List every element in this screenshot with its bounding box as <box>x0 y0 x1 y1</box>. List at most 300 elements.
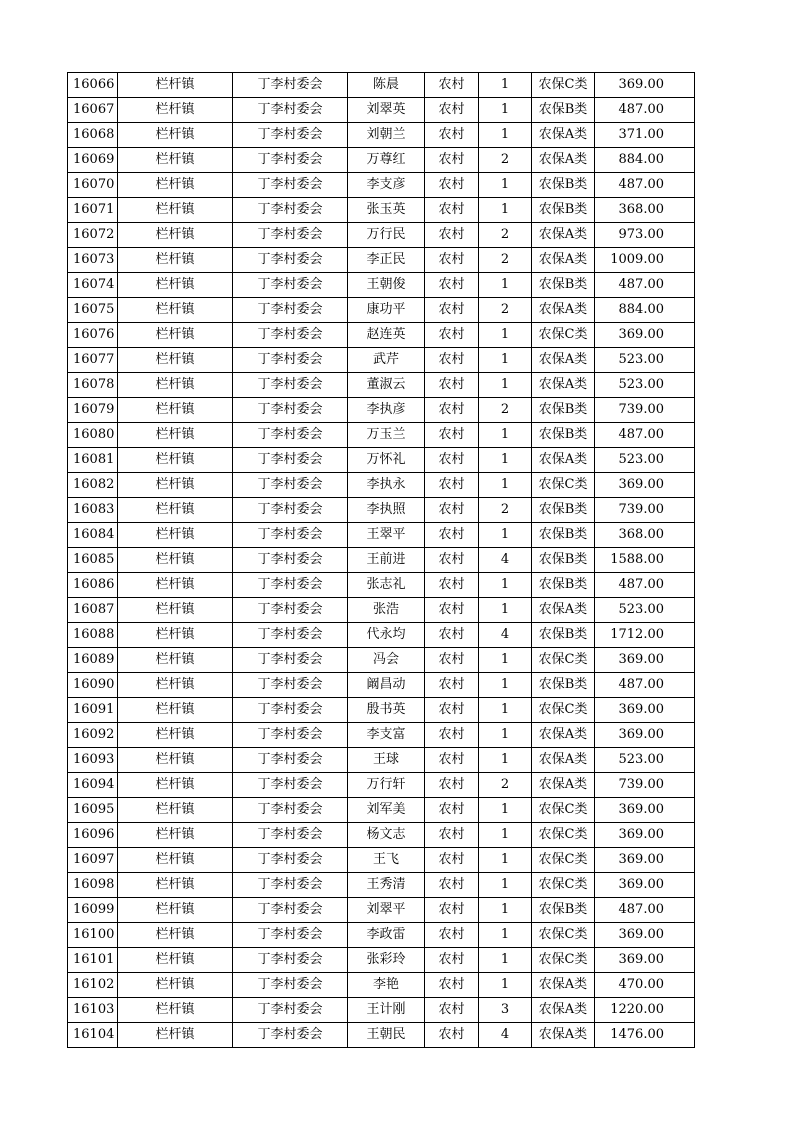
person-count-cell: 1 <box>479 373 532 398</box>
record-id-cell: 16080 <box>68 423 118 448</box>
town-cell: 栏杆镇 <box>118 423 233 448</box>
amount-cell: 523.00 <box>595 598 695 623</box>
committee-cell: 丁李村委会 <box>233 748 348 773</box>
category-cell: 农保B类 <box>532 548 595 573</box>
amount-cell: 371.00 <box>595 123 695 148</box>
name-cell: 冯会 <box>348 648 425 673</box>
committee-cell: 丁李村委会 <box>233 923 348 948</box>
table-row <box>68 723 695 748</box>
name-cell: 张玉英 <box>348 198 425 223</box>
category-cell: 农保B类 <box>532 573 595 598</box>
person-count-cell: 1 <box>479 473 532 498</box>
table-row <box>68 198 695 223</box>
town-cell: 栏杆镇 <box>118 548 233 573</box>
name-cell: 李执照 <box>348 498 425 523</box>
table-row <box>68 773 695 798</box>
record-id-cell: 16096 <box>68 823 118 848</box>
name-cell: 王计刚 <box>348 998 425 1023</box>
record-id-cell: 16086 <box>68 573 118 598</box>
name-cell: 刘翠平 <box>348 898 425 923</box>
table-row <box>68 98 695 123</box>
record-id-cell: 16070 <box>68 173 118 198</box>
name-cell: 李支彦 <box>348 173 425 198</box>
committee-cell: 丁李村委会 <box>233 348 348 373</box>
record-id-cell: 16079 <box>68 398 118 423</box>
town-cell: 栏杆镇 <box>118 723 233 748</box>
table-row <box>68 648 695 673</box>
household-type-cell: 农村 <box>425 223 479 248</box>
person-count-cell: 3 <box>479 998 532 1023</box>
record-id-cell: 16077 <box>68 348 118 373</box>
table-row <box>68 73 695 98</box>
table-row <box>68 348 695 373</box>
household-type-cell: 农村 <box>425 598 479 623</box>
household-type-cell: 农村 <box>425 498 479 523</box>
amount-cell: 368.00 <box>595 198 695 223</box>
town-cell: 栏杆镇 <box>118 448 233 473</box>
amount-cell: 973.00 <box>595 223 695 248</box>
committee-cell: 丁李村委会 <box>233 448 348 473</box>
person-count-cell: 2 <box>479 223 532 248</box>
table-row <box>68 998 695 1023</box>
household-type-cell: 农村 <box>425 548 479 573</box>
record-id-cell: 16078 <box>68 373 118 398</box>
committee-cell: 丁李村委会 <box>233 648 348 673</box>
name-cell: 李正民 <box>348 248 425 273</box>
committee-cell: 丁李村委会 <box>233 373 348 398</box>
record-id-cell: 16101 <box>68 948 118 973</box>
record-id-cell: 16075 <box>68 298 118 323</box>
table-row <box>68 798 695 823</box>
household-type-cell: 农村 <box>425 773 479 798</box>
person-count-cell: 1 <box>479 573 532 598</box>
household-type-cell: 农村 <box>425 673 479 698</box>
record-id-cell: 16089 <box>68 648 118 673</box>
person-count-cell: 1 <box>479 723 532 748</box>
category-cell: 农保C类 <box>532 823 595 848</box>
name-cell: 王朝民 <box>348 1023 425 1048</box>
category-cell: 农保B类 <box>532 398 595 423</box>
person-count-cell: 1 <box>479 98 532 123</box>
name-cell: 王秀清 <box>348 873 425 898</box>
name-cell: 刘军美 <box>348 798 425 823</box>
committee-cell: 丁李村委会 <box>233 873 348 898</box>
town-cell: 栏杆镇 <box>118 523 233 548</box>
category-cell: 农保C类 <box>532 698 595 723</box>
amount-cell: 523.00 <box>595 748 695 773</box>
town-cell: 栏杆镇 <box>118 498 233 523</box>
amount-cell: 369.00 <box>595 823 695 848</box>
record-id-cell: 16087 <box>68 598 118 623</box>
amount-cell: 884.00 <box>595 148 695 173</box>
person-count-cell: 1 <box>479 448 532 473</box>
record-id-cell: 16085 <box>68 548 118 573</box>
amount-cell: 1476.00 <box>595 1023 695 1048</box>
amount-cell: 369.00 <box>595 323 695 348</box>
amount-cell: 523.00 <box>595 348 695 373</box>
category-cell: 农保C类 <box>532 648 595 673</box>
category-cell: 农保B类 <box>532 898 595 923</box>
name-cell: 李政雷 <box>348 923 425 948</box>
household-type-cell: 农村 <box>425 273 479 298</box>
category-cell: 农保B类 <box>532 623 595 648</box>
town-cell: 栏杆镇 <box>118 823 233 848</box>
name-cell: 李支富 <box>348 723 425 748</box>
name-cell: 杨文志 <box>348 823 425 848</box>
person-count-cell: 1 <box>479 123 532 148</box>
amount-cell: 523.00 <box>595 373 695 398</box>
category-cell: 农保A类 <box>532 148 595 173</box>
town-cell: 栏杆镇 <box>118 798 233 823</box>
amount-cell: 369.00 <box>595 873 695 898</box>
committee-cell: 丁李村委会 <box>233 623 348 648</box>
table-body <box>68 73 695 1048</box>
amount-cell: 487.00 <box>595 273 695 298</box>
record-id-cell: 16094 <box>68 773 118 798</box>
category-cell: 农保B类 <box>532 523 595 548</box>
amount-cell: 739.00 <box>595 773 695 798</box>
person-count-cell: 1 <box>479 973 532 998</box>
name-cell: 董淑云 <box>348 373 425 398</box>
category-cell: 农保B类 <box>532 98 595 123</box>
amount-cell: 884.00 <box>595 298 695 323</box>
amount-cell: 470.00 <box>595 973 695 998</box>
person-count-cell: 2 <box>479 498 532 523</box>
record-id-cell: 16092 <box>68 723 118 748</box>
name-cell: 李执彦 <box>348 398 425 423</box>
category-cell: 农保C类 <box>532 323 595 348</box>
committee-cell: 丁李村委会 <box>233 323 348 348</box>
household-type-cell: 农村 <box>425 698 479 723</box>
category-cell: 农保B类 <box>532 423 595 448</box>
person-count-cell: 2 <box>479 248 532 273</box>
name-cell: 李执永 <box>348 473 425 498</box>
person-count-cell: 1 <box>479 73 532 98</box>
table-row <box>68 548 695 573</box>
record-id-cell: 16103 <box>68 998 118 1023</box>
amount-cell: 369.00 <box>595 798 695 823</box>
household-type-cell: 农村 <box>425 923 479 948</box>
category-cell: 农保A类 <box>532 998 595 1023</box>
table-row <box>68 473 695 498</box>
table-row <box>68 248 695 273</box>
category-cell: 农保C类 <box>532 73 595 98</box>
amount-cell: 739.00 <box>595 398 695 423</box>
household-type-cell: 农村 <box>425 573 479 598</box>
table-row <box>68 448 695 473</box>
household-type-cell: 农村 <box>425 373 479 398</box>
committee-cell: 丁李村委会 <box>233 723 348 748</box>
amount-cell: 369.00 <box>595 848 695 873</box>
committee-cell: 丁李村委会 <box>233 148 348 173</box>
table-row <box>68 873 695 898</box>
person-count-cell: 1 <box>479 198 532 223</box>
category-cell: 农保A类 <box>532 123 595 148</box>
person-count-cell: 1 <box>479 923 532 948</box>
household-type-cell: 农村 <box>425 873 479 898</box>
amount-cell: 369.00 <box>595 73 695 98</box>
category-cell: 农保A类 <box>532 773 595 798</box>
record-id-cell: 16076 <box>68 323 118 348</box>
amount-cell: 487.00 <box>595 423 695 448</box>
person-count-cell: 1 <box>479 873 532 898</box>
town-cell: 栏杆镇 <box>118 648 233 673</box>
person-count-cell: 1 <box>479 698 532 723</box>
table-row <box>68 398 695 423</box>
town-cell: 栏杆镇 <box>118 198 233 223</box>
name-cell: 刘朝兰 <box>348 123 425 148</box>
person-count-cell: 1 <box>479 823 532 848</box>
town-cell: 栏杆镇 <box>118 248 233 273</box>
person-count-cell: 1 <box>479 748 532 773</box>
amount-cell: 523.00 <box>595 448 695 473</box>
town-cell: 栏杆镇 <box>118 948 233 973</box>
record-id-cell: 16104 <box>68 1023 118 1048</box>
table-row <box>68 698 695 723</box>
committee-cell: 丁李村委会 <box>233 823 348 848</box>
name-cell: 阚昌动 <box>348 673 425 698</box>
town-cell: 栏杆镇 <box>118 148 233 173</box>
person-count-cell: 1 <box>479 898 532 923</box>
table-row <box>68 673 695 698</box>
person-count-cell: 2 <box>479 148 532 173</box>
category-cell: 农保A类 <box>532 598 595 623</box>
committee-cell: 丁李村委会 <box>233 573 348 598</box>
amount-cell: 369.00 <box>595 923 695 948</box>
household-type-cell: 农村 <box>425 523 479 548</box>
table-row <box>68 1023 695 1048</box>
category-cell: 农保B类 <box>532 173 595 198</box>
record-id-cell: 16088 <box>68 623 118 648</box>
committee-cell: 丁李村委会 <box>233 698 348 723</box>
category-cell: 农保B类 <box>532 498 595 523</box>
amount-cell: 739.00 <box>595 498 695 523</box>
household-type-cell: 农村 <box>425 248 479 273</box>
name-cell: 张彩玲 <box>348 948 425 973</box>
committee-cell: 丁李村委会 <box>233 423 348 448</box>
record-id-cell: 16073 <box>68 248 118 273</box>
committee-cell: 丁李村委会 <box>233 848 348 873</box>
town-cell: 栏杆镇 <box>118 1023 233 1048</box>
household-type-cell: 农村 <box>425 148 479 173</box>
household-type-cell: 农村 <box>425 973 479 998</box>
table-row <box>68 523 695 548</box>
category-cell: 农保B类 <box>532 673 595 698</box>
committee-cell: 丁李村委会 <box>233 998 348 1023</box>
household-type-cell: 农村 <box>425 323 479 348</box>
household-type-cell: 农村 <box>425 198 479 223</box>
record-id-cell: 16102 <box>68 973 118 998</box>
town-cell: 栏杆镇 <box>118 673 233 698</box>
person-count-cell: 1 <box>479 173 532 198</box>
household-type-cell: 农村 <box>425 998 479 1023</box>
table-row <box>68 973 695 998</box>
household-type-cell: 农村 <box>425 448 479 473</box>
table-row <box>68 573 695 598</box>
committee-cell: 丁李村委会 <box>233 523 348 548</box>
table-row <box>68 623 695 648</box>
name-cell: 万怀礼 <box>348 448 425 473</box>
committee-cell: 丁李村委会 <box>233 798 348 823</box>
town-cell: 栏杆镇 <box>118 398 233 423</box>
household-type-cell: 农村 <box>425 1023 479 1048</box>
household-type-cell: 农村 <box>425 823 479 848</box>
person-count-cell: 1 <box>479 348 532 373</box>
committee-cell: 丁李村委会 <box>233 473 348 498</box>
record-id-cell: 16083 <box>68 498 118 523</box>
category-cell: 农保A类 <box>532 298 595 323</box>
category-cell: 农保A类 <box>532 448 595 473</box>
committee-cell: 丁李村委会 <box>233 273 348 298</box>
household-type-cell: 农村 <box>425 423 479 448</box>
name-cell: 殷书英 <box>348 698 425 723</box>
record-id-cell: 16100 <box>68 923 118 948</box>
category-cell: 农保A类 <box>532 973 595 998</box>
town-cell: 栏杆镇 <box>118 848 233 873</box>
committee-cell: 丁李村委会 <box>233 673 348 698</box>
record-id-cell: 16071 <box>68 198 118 223</box>
committee-cell: 丁李村委会 <box>233 173 348 198</box>
amount-cell: 487.00 <box>595 573 695 598</box>
name-cell: 王朝俊 <box>348 273 425 298</box>
committee-cell: 丁李村委会 <box>233 73 348 98</box>
table-row <box>68 748 695 773</box>
name-cell: 刘翠英 <box>348 98 425 123</box>
committee-cell: 丁李村委会 <box>233 598 348 623</box>
table-row <box>68 273 695 298</box>
table-row <box>68 148 695 173</box>
committee-cell: 丁李村委会 <box>233 398 348 423</box>
amount-cell: 1009.00 <box>595 248 695 273</box>
table-row <box>68 323 695 348</box>
record-id-cell: 16066 <box>68 73 118 98</box>
person-count-cell: 1 <box>479 673 532 698</box>
category-cell: 农保C类 <box>532 873 595 898</box>
person-count-cell: 1 <box>479 598 532 623</box>
household-type-cell: 农村 <box>425 623 479 648</box>
committee-cell: 丁李村委会 <box>233 1023 348 1048</box>
name-cell: 王球 <box>348 748 425 773</box>
household-type-cell: 农村 <box>425 473 479 498</box>
person-count-cell: 1 <box>479 323 532 348</box>
household-type-cell: 农村 <box>425 173 479 198</box>
amount-cell: 369.00 <box>595 723 695 748</box>
record-id-cell: 16069 <box>68 148 118 173</box>
amount-cell: 1588.00 <box>595 548 695 573</box>
table-row <box>68 948 695 973</box>
name-cell: 李艳 <box>348 973 425 998</box>
household-type-cell: 农村 <box>425 648 479 673</box>
record-id-cell: 16098 <box>68 873 118 898</box>
name-cell: 万尊红 <box>348 148 425 173</box>
name-cell: 万行民 <box>348 223 425 248</box>
amount-cell: 369.00 <box>595 698 695 723</box>
record-id-cell: 16099 <box>68 898 118 923</box>
household-type-cell: 农村 <box>425 748 479 773</box>
town-cell: 栏杆镇 <box>118 223 233 248</box>
household-type-cell: 农村 <box>425 898 479 923</box>
person-count-cell: 1 <box>479 798 532 823</box>
household-type-cell: 农村 <box>425 98 479 123</box>
committee-cell: 丁李村委会 <box>233 498 348 523</box>
category-cell: 农保A类 <box>532 223 595 248</box>
record-id-cell: 16067 <box>68 98 118 123</box>
name-cell: 王前进 <box>348 548 425 573</box>
table-row <box>68 423 695 448</box>
name-cell: 康功平 <box>348 298 425 323</box>
town-cell: 栏杆镇 <box>118 998 233 1023</box>
town-cell: 栏杆镇 <box>118 898 233 923</box>
category-cell: 农保A类 <box>532 348 595 373</box>
name-cell: 王飞 <box>348 848 425 873</box>
category-cell: 农保C类 <box>532 473 595 498</box>
category-cell: 农保A类 <box>532 748 595 773</box>
record-id-cell: 16097 <box>68 848 118 873</box>
household-type-cell: 农村 <box>425 398 479 423</box>
committee-cell: 丁李村委会 <box>233 298 348 323</box>
amount-cell: 487.00 <box>595 173 695 198</box>
town-cell: 栏杆镇 <box>118 748 233 773</box>
name-cell: 万玉兰 <box>348 423 425 448</box>
amount-cell: 487.00 <box>595 673 695 698</box>
person-count-cell: 4 <box>479 548 532 573</box>
committee-cell: 丁李村委会 <box>233 898 348 923</box>
committee-cell: 丁李村委会 <box>233 973 348 998</box>
amount-cell: 368.00 <box>595 523 695 548</box>
town-cell: 栏杆镇 <box>118 773 233 798</box>
person-count-cell: 1 <box>479 848 532 873</box>
category-cell: 农保B类 <box>532 273 595 298</box>
town-cell: 栏杆镇 <box>118 298 233 323</box>
name-cell: 代永均 <box>348 623 425 648</box>
committee-cell: 丁李村委会 <box>233 948 348 973</box>
table-row <box>68 898 695 923</box>
person-count-cell: 1 <box>479 273 532 298</box>
committee-cell: 丁李村委会 <box>233 123 348 148</box>
household-type-cell: 农村 <box>425 298 479 323</box>
record-id-cell: 16081 <box>68 448 118 473</box>
name-cell: 陈晨 <box>348 73 425 98</box>
household-type-cell: 农村 <box>425 123 479 148</box>
category-cell: 农保C类 <box>532 848 595 873</box>
record-id-cell: 16082 <box>68 473 118 498</box>
town-cell: 栏杆镇 <box>118 73 233 98</box>
name-cell: 万行轩 <box>348 773 425 798</box>
record-id-cell: 16068 <box>68 123 118 148</box>
town-cell: 栏杆镇 <box>118 348 233 373</box>
town-cell: 栏杆镇 <box>118 473 233 498</box>
committee-cell: 丁李村委会 <box>233 248 348 273</box>
committee-cell: 丁李村委会 <box>233 98 348 123</box>
name-cell: 张浩 <box>348 598 425 623</box>
amount-cell: 487.00 <box>595 898 695 923</box>
record-id-cell: 16074 <box>68 273 118 298</box>
town-cell: 栏杆镇 <box>118 273 233 298</box>
record-id-cell: 16095 <box>68 798 118 823</box>
name-cell: 王翠平 <box>348 523 425 548</box>
town-cell: 栏杆镇 <box>118 623 233 648</box>
amount-cell: 1712.00 <box>595 623 695 648</box>
household-type-cell: 农村 <box>425 723 479 748</box>
town-cell: 栏杆镇 <box>118 698 233 723</box>
person-count-cell: 4 <box>479 623 532 648</box>
record-id-cell: 16091 <box>68 698 118 723</box>
committee-cell: 丁李村委会 <box>233 773 348 798</box>
table-row <box>68 298 695 323</box>
amount-cell: 369.00 <box>595 648 695 673</box>
category-cell: 农保B类 <box>532 198 595 223</box>
person-count-cell: 1 <box>479 648 532 673</box>
